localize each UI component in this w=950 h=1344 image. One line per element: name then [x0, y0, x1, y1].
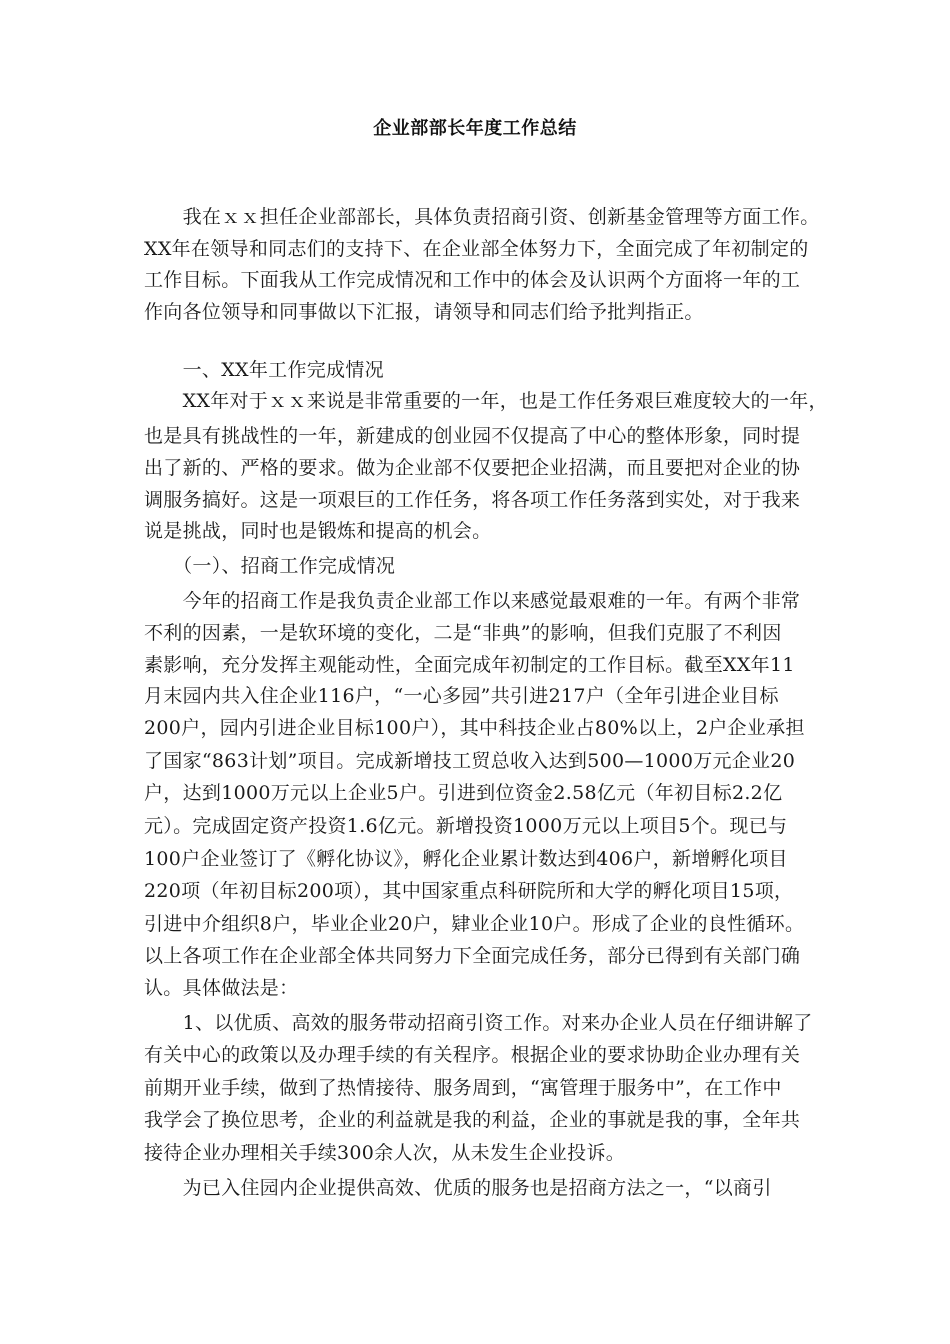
paragraph-line: 引进中介组织8户，毕业企业20户，肄业企业10户。形成了企业的良性循环。 — [144, 913, 805, 935]
document-title: 企业部部长年度工作总结 — [373, 118, 577, 139]
paragraph-line: 调服务搞好。这是一项艰巨的工作任务，将各项工作任务落到实处，对于我来 — [144, 489, 801, 511]
paragraph-line: 我学会了换位思考，企业的利益就是我的利益，企业的事就是我的事，全年共 — [144, 1109, 801, 1131]
paragraph-line: 作向各位领导和同事做以下汇报，请领导和同志们给予批判指正。 — [144, 301, 704, 323]
paragraph-line: 为已入住园内企业提供高效、优质的服务也是招商方法之一，“以商引 — [144, 1177, 772, 1199]
paragraph-line: 户，达到1000万元以上企业5户。引进到位资金2.58亿元（年初目标2.2亿 — [144, 782, 783, 804]
paragraph-line: 出了新的、严格的要求。做为企业部不仅要把企业招满，而且要把对企业的协 — [144, 457, 801, 479]
paragraph-line: 认。具体做法是： — [144, 977, 299, 999]
paragraph-line: 有关中心的政策以及办理手续的有关程序。根据企业的要求协助企业办理有关 — [144, 1044, 801, 1066]
paragraph-line: 素影响，充分发挥主观能动性，全面完成年初制定的工作目标。截至XX年11 — [144, 654, 795, 676]
paragraph-line: XX年在领导和同志们的支持下、在企业部全体努力下，全面完成了年初制定的 — [144, 238, 809, 260]
paragraph-line: 了国家“863计划”项目。完成新增技工贸总收入达到500—1000万元企业20 — [144, 750, 796, 772]
paragraph-line: 1、以优质、高效的服务带动招商引资工作。对来办企业人员在仔细讲解了 — [144, 1012, 813, 1034]
paragraph-line: 我在ｘｘ担任企业部部长，具体负责招商引资、创新基金管理等方面工作。 — [144, 206, 820, 228]
paragraph-line: 元）。完成固定资产投资1.6亿元。新增投资1000万元以上项目5个。现已与 — [144, 815, 788, 837]
paragraph-line: 说是挑战，同时也是锻炼和提高的机会。 — [144, 520, 492, 542]
paragraph-line: 100户企业签订了《孵化协议》，孵化企业累计数达到406户，新增孵化项目 — [144, 848, 788, 870]
paragraph-line: 以上各项工作在企业部全体共同努力下全面完成任务，部分已得到有关部门确 — [144, 945, 801, 967]
paragraph-line: 200户，园内引进企业目标100户），其中科技企业占80%以上，2户企业承担 — [144, 717, 805, 739]
paragraph-line: 前期开业手续，做到了热情接待、服务周到，“寓管理于服务中”，在工作中 — [144, 1077, 782, 1099]
subsection-heading: （一）、招商工作完成情况 — [144, 555, 396, 577]
paragraph-line: XX年对于ｘｘ来说是非常重要的一年，也是工作任务艰巨难度较大的一年， — [144, 390, 828, 412]
section-heading: 一、XX年工作完成情况 — [144, 359, 384, 381]
paragraph-line: 工作目标。下面我从工作完成情况和工作中的体会及认识两个方面将一年的工 — [144, 269, 801, 291]
paragraph-line: 不利的因素，一是软环境的变化，二是“非典”的影响，但我们克服了不利因 — [144, 622, 782, 644]
paragraph-line: 月末园内共入住企业116户，“一心多园”共引进217户（全年引进企业目标 — [144, 685, 779, 707]
paragraph-line: 接待企业办理相关手续300余人次，从未发生企业投诉。 — [144, 1142, 626, 1164]
paragraph-line: 220项（年初目标200项），其中国家重点科研院所和大学的孵化项目15项， — [144, 880, 794, 902]
paragraph-line: 今年的招商工作是我负责企业部工作以来感觉最艰难的一年。有两个非常 — [144, 590, 801, 612]
paragraph-line: 也是具有挑战性的一年，新建成的创业园不仅提高了中心的整体形象，同时提 — [144, 425, 801, 447]
